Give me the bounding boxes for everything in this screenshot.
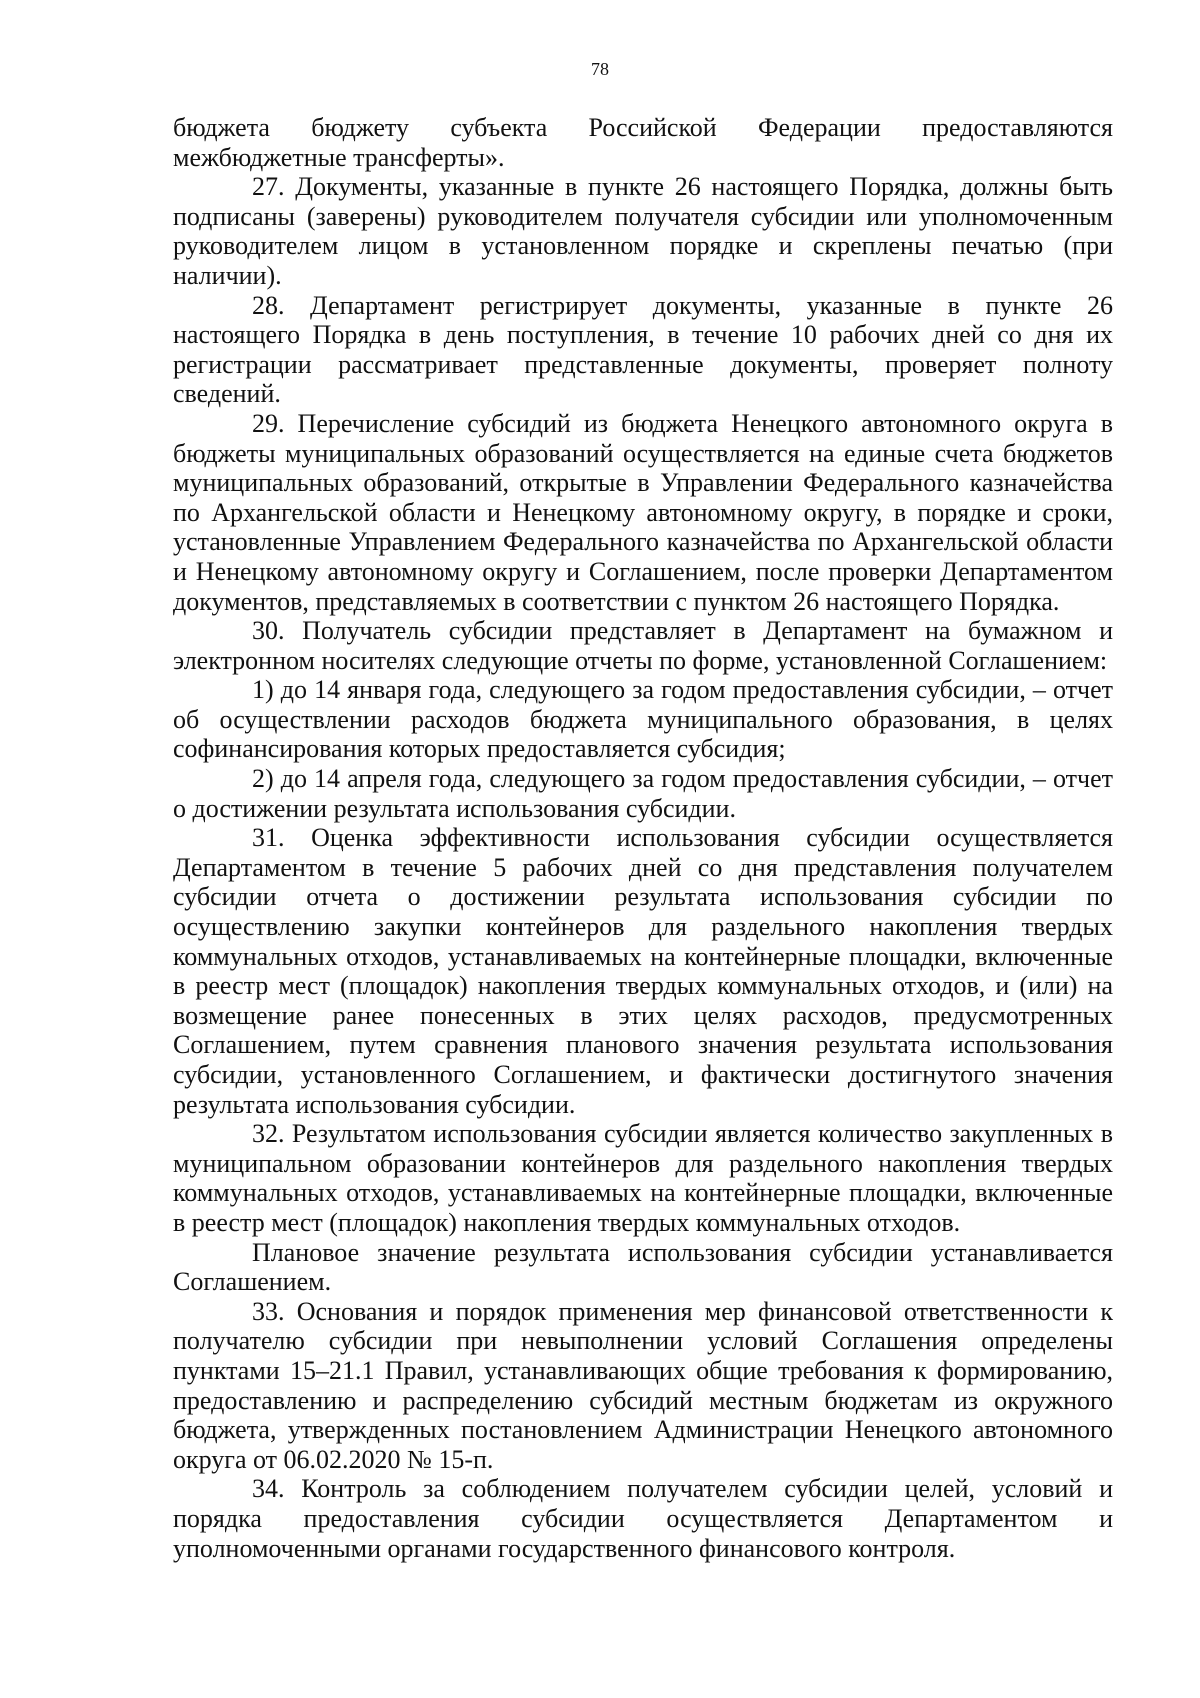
page-number: 78 — [591, 59, 609, 79]
paragraph-32: 32. Результатом использования субсидии является количество закупленных в муниципальном образовании контейнеров для раздельного накопления твердых коммунальных отходов, устанавливаемых на контейнерные площадки, включенные в реестр мест (площадок) накопления твердых коммунальных отходов. — [173, 1119, 1113, 1237]
paragraph-27: 27. Документы, указанные в пункте 26 настоящего Порядка, должны быть подписаны (заверены) руководителем получателя субсидии или уполномоченным руководителем лицом в установленном порядке и скреплены печатью (при наличии). — [173, 172, 1113, 290]
paragraph-30-item-1: 1) до 14 января года, следующего за годом предоставления субсидии, – отчет об осуществлении расходов бюджета муниципального образования, в целях софинансирования которых предоставляется субсидия; — [173, 675, 1113, 764]
document-body — [173, 113, 1113, 1563]
paragraph-33: 33. Основания и порядок применения мер финансовой ответственности к получателю субсидии при невыполнении условий Соглашения определены пунктами 15–21.1 Правил, устанавливающих общие требования к формированию, предоставлению и распределению субсидий местным бюджетам из окружного бюджета, утвержденных постановлением Администрации Ненецкого автономного округа от 06.02.2020 № 15-п. — [173, 1296, 1113, 1474]
paragraph-30-item-2: 2) до 14 апреля года, следующего за годом предоставления субсидии, – отчет о достижении результата использования субсидии. — [173, 764, 1113, 823]
paragraph-32-planned-value: Плановое значение результата использования субсидии устанавливается Соглашением. — [173, 1237, 1113, 1297]
paragraph-30: 30. Получатель субсидии представляет в Департамент на бумажном и электронном носителях следующие отчеты по форме, установленной Соглашением: — [173, 616, 1113, 675]
paragraph-continuation: бюджета бюджету субъекта Российской Федерации предоставляются межбюджетные трансферты». — [173, 113, 1113, 172]
paragraph-34: 34. Контроль за соблюдением получателем субсидии целей, условий и порядка предоставления субсидии осуществляется Департаментом и уполномоченными органами государственного финансового контроля. — [173, 1474, 1113, 1563]
paragraph-28: 28. Департамент регистрирует документы, указанные в пункте 26 настоящего Порядка в день поступления, в течение 10 рабочих дней со дня их регистрации рассматривает представленные документы, проверяет полноту сведений. — [173, 290, 1113, 409]
paragraph-31: 31. Оценка эффективности использования субсидии осуществляется Департаментом в течение 5 рабочих дней со дня представления получателем субсидии отчета о достижении результата использования субсидии по осуществлению закупки контейнеров для раздельного накопления твердых коммунальных отходов, устанавливаемых на контейнерные площадки, включенные в реестр мест (площадок) накопления твердых коммунальных отходов, и (или) на возмещение ранее понесенных в этих целях расходов, предусмотренных Соглашением, путем сравнения планового значения результата использования субсидии, установленного Соглашением, и фактически достигнутого значения результата использования субсидии. — [173, 823, 1113, 1119]
paragraph-29: 29. Перечисление субсидий из бюджета Ненецкого автономного округа в бюджеты муниципальных образований осуществляется на единые счета бюджетов муниципальных образований, открытые в Управлении Федерального казначейства по Архангельской области и Ненецкому автономному округу, в порядке и сроки, установленные Управлением Федерального казначейства по Архангельской области и Ненецкому автономному округу и Соглашением, после проверки Департаментом документов, представляемых в соответствии с пунктом 26 настоящего Порядка. — [173, 408, 1113, 616]
